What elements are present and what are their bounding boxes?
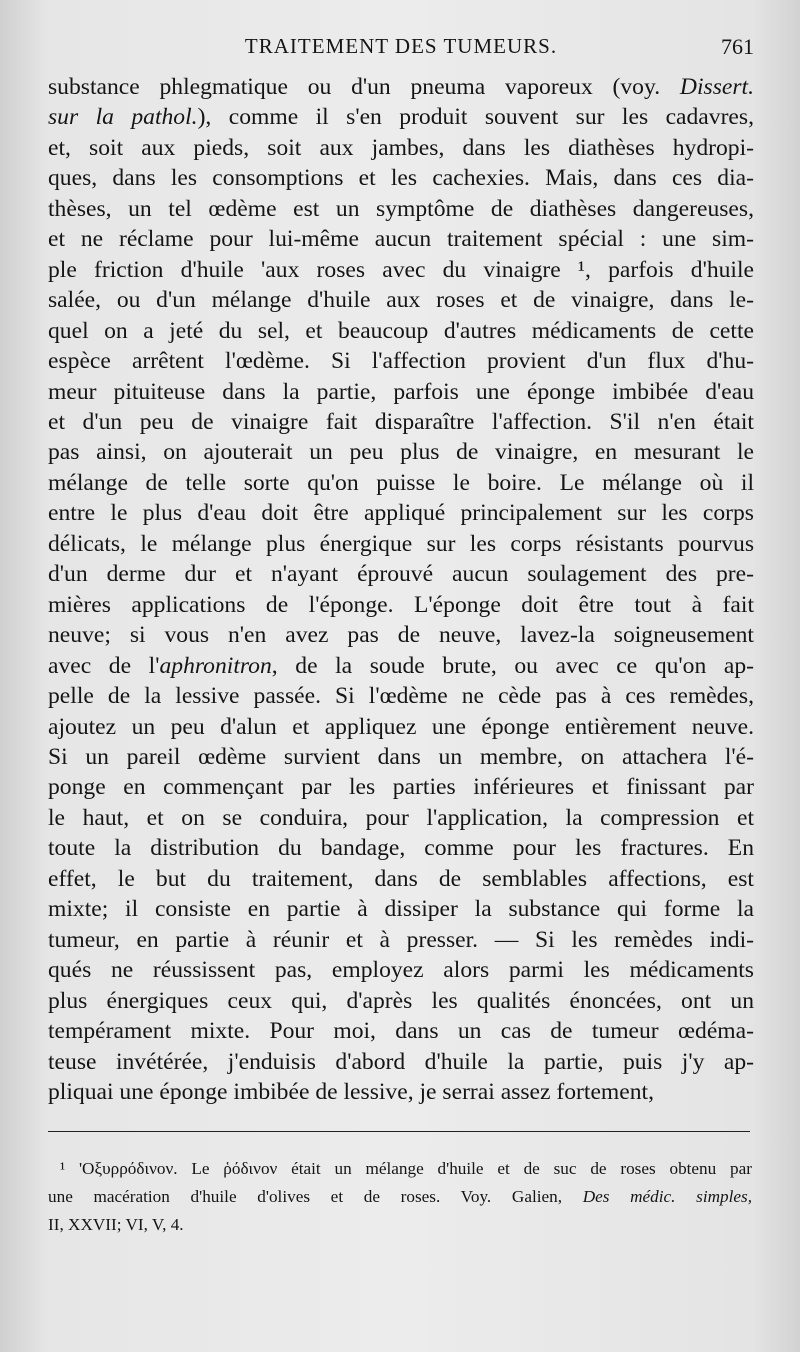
text-run: ple friction d'huile 'aux roses avec du vinaigre ¹, parfois d'huile xyxy=(48,256,754,283)
text-line xyxy=(48,894,754,924)
footnote-separator-rule xyxy=(48,1131,750,1132)
text-run: Si un pareil œdème survient dans un membre, on attachera l'é- xyxy=(48,743,754,770)
text-run: espèce arrêtent l'œdème. Si l'affection provient d'un flux d'hu- xyxy=(48,348,754,375)
text-line xyxy=(48,925,754,955)
text-line xyxy=(48,163,754,193)
text-run: teuse invétérée, j'enduisis d'abord d'huile la partie, puis j'y ap- xyxy=(48,1048,754,1075)
text-line xyxy=(48,559,754,589)
text-run: tempérament mixte. Pour moi, dans un cas de tumeur œdéma- xyxy=(48,1018,754,1045)
text-run: salée, ou d'un mélange d'huile aux roses et de vinaigre, dans le- xyxy=(48,287,754,314)
text-line xyxy=(48,224,754,254)
text-line xyxy=(48,437,754,467)
text-run: qués ne réussissent pas, employez alors parmi les médicaments xyxy=(48,957,754,984)
text-run: II, XXVII; VI, V, 4. xyxy=(48,1215,184,1234)
text-line xyxy=(48,133,754,163)
text-line xyxy=(48,407,754,437)
text-run: quel on a jeté du sel, et beaucoup d'autres médicaments de cette xyxy=(48,317,754,344)
footnote-line xyxy=(48,1183,752,1211)
text-line xyxy=(48,346,754,376)
text-run: neuve; si vous n'en avez pas de neuve, lavez-la soigneusement xyxy=(48,622,754,649)
text-run: pas ainsi, on ajouterait un peu plus de vinaigre, en mesurant le xyxy=(48,439,754,466)
italic-text: Des médic. simples, xyxy=(582,1187,752,1206)
text-line xyxy=(48,864,754,894)
text-run: pliquai une éponge imbibée de lessive, je serrai assez fortement, xyxy=(48,1078,655,1105)
text-line xyxy=(48,1047,754,1077)
text-line xyxy=(48,468,754,498)
text-line xyxy=(48,742,754,772)
text-run: ques, dans les consomptions et les cachexies. Mais, dans ces dia- xyxy=(48,165,754,192)
running-title: TRAITEMENT DES TUMEURS. xyxy=(244,34,558,58)
text-line xyxy=(48,620,754,650)
footnote-line xyxy=(48,1155,752,1183)
text-line xyxy=(48,590,754,620)
text-line xyxy=(48,955,754,985)
text-run: mélange de telle sorte qu'on puisse le boire. Le mélange où il xyxy=(48,469,754,496)
text-run: mixte; il consiste en partie à dissiper la substance qui forme la xyxy=(48,896,754,923)
text-run: toute la distribution du bandage, comme pour les fractures. En xyxy=(48,835,754,862)
text-line xyxy=(48,712,754,742)
page-number: 761 xyxy=(721,34,754,59)
text-run: plus énergiques ceux qui, d'après les qualités énoncées, ont un xyxy=(48,987,754,1014)
text-run: ), comme il s'en produit souvent sur les cadavres, xyxy=(197,104,754,131)
text-run: délicats, le mélange plus énergique sur les corps résistants pourvus xyxy=(48,530,754,557)
text-run: et d'un peu de vinaigre fait disparaître l'affection. S'il n'en était xyxy=(48,408,754,435)
text-run: substance phlegmatique ou d'un pneuma vaporeux (voy. xyxy=(48,74,680,100)
footnote xyxy=(48,1155,752,1239)
text-run: , de la soude brute, ou avec ce qu'on ap- xyxy=(271,652,754,679)
text-line xyxy=(48,833,754,863)
text-run: tumeur, en partie à réunir et à presser. — Si les remèdes indi- xyxy=(48,926,754,953)
text-run: avec de l' xyxy=(48,652,160,679)
text-run: et ne réclame pour lui-même aucun traitement spécial : une sim- xyxy=(48,226,754,253)
text-line xyxy=(48,285,754,315)
text-run: le haut, et on se conduira, pour l'application, la compression et xyxy=(48,804,754,831)
text-line xyxy=(48,72,754,102)
text-line xyxy=(48,986,754,1016)
text-line xyxy=(48,651,754,681)
text-line xyxy=(48,529,754,559)
text-line xyxy=(48,803,754,833)
text-line xyxy=(48,498,754,528)
text-line xyxy=(48,102,754,132)
italic-text: aphronitron xyxy=(159,652,272,679)
page-header xyxy=(48,34,754,64)
text-run: ¹ 'Οξυρρόδινον. Le ῥόδινον était un mélange d'huile et de suc de roses obtenu par xyxy=(60,1159,752,1178)
text-run: ponge en commençant par les parties inférieures et finissant par xyxy=(48,774,754,801)
main-text xyxy=(48,72,754,1107)
text-line xyxy=(48,255,754,285)
text-line xyxy=(48,194,754,224)
text-run: effet, le but du traitement, dans de semblables affections, est xyxy=(48,865,754,892)
text-run: ajoutez un peu d'alun et appliquez une éponge entièrement neuve. xyxy=(48,713,754,740)
text-run: meur pituiteuse dans la partie, parfois une éponge imbibée d'eau xyxy=(48,378,754,405)
text-line xyxy=(48,772,754,802)
text-line xyxy=(48,377,754,407)
text-line xyxy=(48,316,754,346)
text-run: pelle de la lessive passée. Si l'œdème ne cède pas à ces remèdes, xyxy=(48,683,754,710)
text-line xyxy=(48,1077,754,1107)
text-run: une macération d'huile d'olives et de roses. Voy. Galien, xyxy=(48,1187,583,1206)
text-line xyxy=(48,681,754,711)
footnote-line xyxy=(48,1211,752,1239)
text-run: et, soit aux pieds, soit aux jambes, dans les diathèses hydropi- xyxy=(48,134,754,161)
text-run: mières applications de l'éponge. L'éponge doit être tout à fait xyxy=(48,591,754,618)
text-run: entre le plus d'eau doit être appliqué principalement sur les corps xyxy=(48,500,754,527)
text-run: thèses, un tel œdème est un symptôme de diathèses dangereuses, xyxy=(48,195,754,222)
text-line xyxy=(48,1016,754,1046)
italic-text: Dissert. xyxy=(679,74,754,100)
text-run: d'un derme dur et n'ayant éprouvé aucun soulagement des pre- xyxy=(48,561,754,588)
italic-text: sur la pathol. xyxy=(48,104,198,131)
